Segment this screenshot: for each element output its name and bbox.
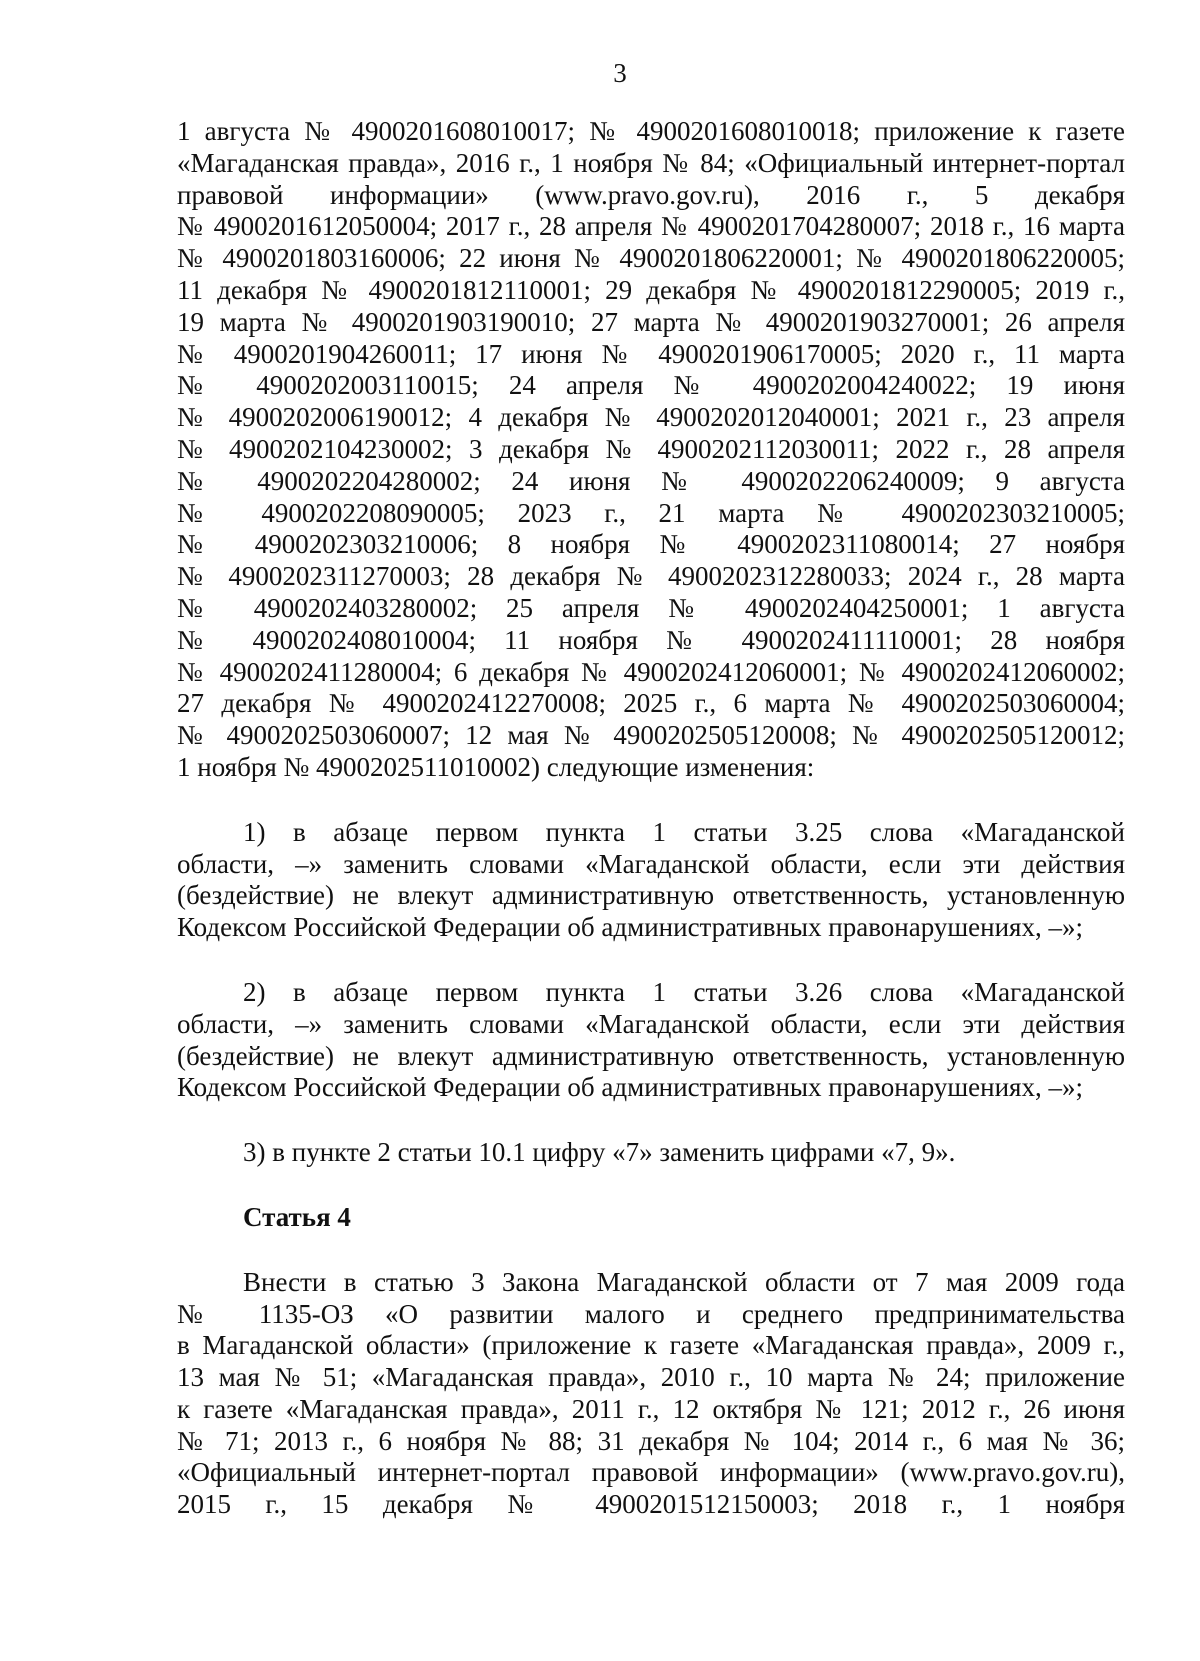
text-line: № 4900202208090005; 2023 г., 21 марта № 4900202303210005; — [177, 497, 1125, 528]
text-line: № 4900202003110015; 24 апреля № 4900202004240022; 19 июня — [177, 370, 1125, 401]
text-line: в Магаданской области» (приложение к газете «Магаданская правда», 2009 г., — [177, 1330, 1125, 1361]
text-line: «Магаданская правда», 2016 г., 1 ноября № 84; «Официальный интернет-портал — [177, 147, 1125, 178]
text-line: 1) в абзаце первом пункта 1 статьи 3.25 слова «Магаданской — [243, 816, 1125, 847]
text-line: № 71; 2013 г., 6 ноября № 88; 31 декабря № 104; 2014 г., 6 мая № 36; — [177, 1425, 1125, 1456]
paragraph-spacer — [177, 1104, 1125, 1137]
paragraph-spacer — [177, 1169, 1125, 1202]
text-line: к газете «Магаданская правда», 2011 г., 12 октября № 121; 2012 г., 26 июня — [177, 1393, 1125, 1424]
text-line: 11 декабря № 4900201812110001; 29 декабря № 4900201812290005; 2019 г., — [177, 274, 1125, 305]
text-line: 2015 г., 15 декабря № 4900201512150003; 2018 г., 1 ноября — [177, 1489, 1125, 1520]
document-body — [177, 116, 1125, 1521]
paragraph-amendment-list — [177, 116, 1125, 784]
text-line: 1 августа № 4900201608010017; № 4900201608010018; приложение к газете — [177, 116, 1125, 146]
text-line: 1 ноября № 4900202511010002) следующие изменения: — [177, 751, 815, 782]
text-line: № 4900202311270003; 28 декабря № 4900202312280033; 2024 г., 28 марта — [177, 561, 1125, 592]
text-line: № 4900201612050004; 2017 г., 28 апреля № 4900201704280007; 2018 г., 16 марта — [177, 211, 1125, 242]
text-line: области, –» заменить словами «Магаданской области, если эти действия — [177, 1008, 1125, 1039]
text-line: № 4900202204280002; 24 июня № 4900202206240009; 9 августа — [177, 465, 1125, 496]
text-line: (бездействие) не влекут административную ответственность, установленную — [177, 1040, 1125, 1071]
text-line: 2) в абзаце первом пункта 1 статьи 3.26 слова «Магаданской — [243, 976, 1125, 1007]
text-line: (бездействие) не влекут административную ответственность, установленную — [177, 880, 1125, 911]
text-line: № 4900202403280002; 25 апреля № 4900202404250001; 1 августа — [177, 592, 1125, 623]
text-line: 3) в пункте 2 статьи 10.1 цифру «7» заменить цифрами «7, 9». — [243, 1137, 956, 1168]
text-line: Кодексом Российской Федерации об административных правонарушениях, –»; — [177, 912, 1083, 943]
paragraph-article-4 — [177, 1267, 1125, 1521]
list-item-2 — [177, 977, 1125, 1104]
text-line: 19 марта № 4900201903190010; 27 марта № 4900201903270001; 26 апреля — [177, 306, 1125, 337]
paragraph-spacer — [177, 784, 1125, 817]
text-line: № 4900202408010004; 11 ноября № 4900202411110001; 28 ноября — [177, 624, 1125, 655]
text-line: № 1135-ОЗ «О развитии малого и среднего предпринимательства — [177, 1298, 1125, 1329]
text-line: № 4900202503060007; 12 мая № 4900202505120008; № 4900202505120012; — [177, 720, 1125, 751]
text-line: области, –» заменить словами «Магаданской области, если эти действия — [177, 848, 1125, 879]
text-line: правовой информации» (www.pravo.gov.ru), 2016 г., 5 декабря — [177, 179, 1125, 210]
text-line: 27 декабря № 4900202412270008; 2025 г., 6 марта № 4900202503060004; — [177, 688, 1125, 719]
text-line: № 4900202006190012; 4 декабря № 4900202012040001; 2021 г., 23 апреля — [177, 402, 1125, 433]
text-line: № 4900201803160006; 22 июня № 4900201806220001; № 4900201806220005; — [177, 243, 1125, 274]
list-item-1 — [177, 817, 1125, 944]
text-line: № 4900202104230002; 3 декабря № 4900202112030011; 2022 г., 28 апреля — [177, 433, 1125, 464]
text-line: 13 мая № 51; «Магаданская правда», 2010 г., 10 марта № 24; приложение — [177, 1362, 1125, 1393]
text-line: № 4900202303210006; 8 ноября № 4900202311080014; 27 ноября — [177, 529, 1125, 560]
text-line: № 4900201904260011; 17 июня № 4900201906170005; 2020 г., 11 марта — [177, 338, 1125, 369]
text-line: «Официальный интернет-портал правовой информации» (www.pravo.gov.ru), — [177, 1457, 1125, 1488]
text-line: Внести в статью 3 Закона Магаданской области от 7 мая 2009 года — [243, 1266, 1125, 1297]
page-number: 3 — [613, 58, 627, 88]
list-item-3 — [177, 1137, 1125, 1169]
text-line: Кодексом Российской Федерации об административных правонарушениях, –»; — [177, 1072, 1083, 1103]
paragraph-spacer — [177, 1234, 1125, 1267]
paragraph-spacer — [177, 944, 1125, 977]
article-heading: Статья 4 — [243, 1201, 351, 1232]
text-line: № 4900202411280004; 6 декабря № 4900202412060001; № 4900202412060002; — [177, 656, 1125, 687]
